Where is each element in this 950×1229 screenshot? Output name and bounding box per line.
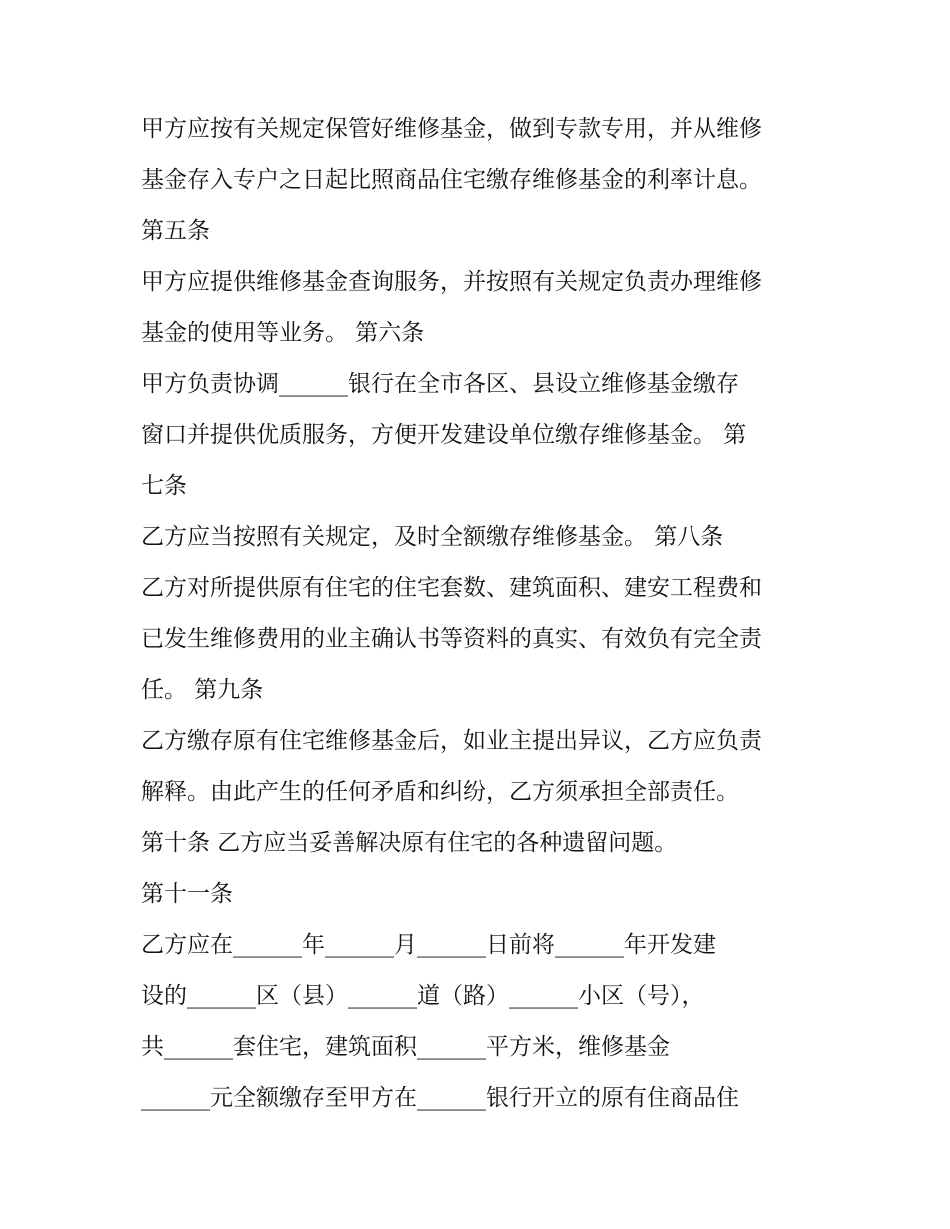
text-line: 乙方对所提供原有住宅的住宅套数、建筑面积、建安工程费和: [141, 575, 762, 601]
text-line: ______元全额缴存至甲方在______银行开立的原有住商品住: [141, 1085, 739, 1111]
text-line: 解释。由此产生的任何矛盾和纠纷，乙方须承担全部责任。: [141, 779, 739, 805]
text-line: 乙方缴存原有住宅维修基金后，如业主提出异议，乙方应负责: [141, 728, 762, 754]
article-heading: 第五条: [141, 218, 210, 244]
text-line: 第十条 乙方应当妥善解决原有住宅的各种遗留问题。: [141, 830, 678, 856]
text-line: 基金的使用等业务。 第六条: [141, 320, 425, 346]
text-line: 共______套住宅，建筑面积______平方米，维修基金: [141, 1034, 670, 1060]
text-line: 乙方应当按照有关规定，及时全额缴存维修基金。 第八条: [141, 524, 724, 550]
article-heading: 七条: [141, 473, 187, 499]
contract-text: [141, 106, 821, 1126]
text-line: 设的______区（县）______道（路）______小区（号），: [141, 983, 705, 1009]
article-heading: 第十一条: [141, 881, 233, 907]
text-line: 甲方应提供维修基金查询服务，并按照有关规定负责办理维修: [141, 269, 762, 295]
text-line: 任。 第九条: [141, 677, 264, 703]
text-line: 甲方应按有关规定保管好维修基金，做到专款专用，并从维修: [141, 116, 762, 142]
text-line: 基金存入专户之日起比照商品住宅缴存维修基金的利率计息。: [141, 167, 762, 193]
text-line: 已发生维修费用的业主确认书等资料的真实、有效负有完全责: [141, 626, 762, 652]
text-line: 甲方负责协调______银行在全市各区、县设立维修基金缴存: [141, 371, 739, 397]
text-line: 乙方应在______年______月______日前将______年开发建: [141, 932, 716, 958]
text-line: 窗口并提供优质服务，方便开发建设单位缴存维修基金。 第: [141, 422, 747, 448]
